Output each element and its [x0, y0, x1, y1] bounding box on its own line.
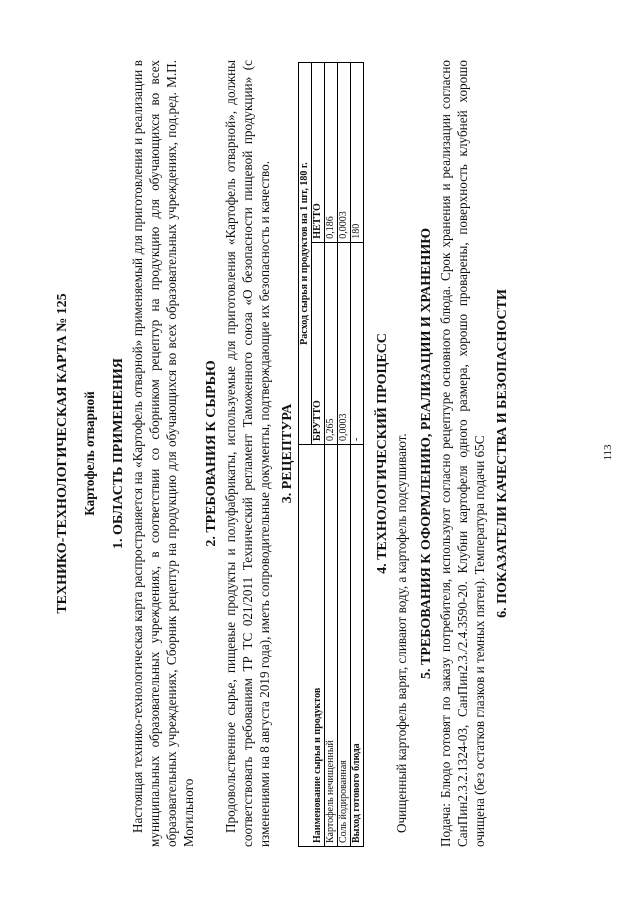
section-1-heading: 1. ОБЛАСТЬ ПРИМЕНЕНИЯ — [111, 358, 126, 549]
row-name: Соль йодированная — [338, 445, 351, 847]
table-row — [325, 63, 338, 847]
output-netto: 180 — [351, 63, 364, 243]
output-brutto: - — [351, 242, 364, 444]
dish-name: Картофель отварной — [82, 391, 97, 516]
section-5-heading: 5. ТРЕБОВАНИЯ К ОФОРМЛЕНИЮ, РЕАЛИЗАЦИИ И ХРАНЕНИЮ — [419, 228, 434, 679]
row-brutto: 0,265 — [325, 242, 338, 444]
row-name: Картофель нечищенный — [325, 445, 338, 847]
recipe-table — [298, 62, 364, 847]
section-4-heading: 4. ТЕХНОЛОГИЧЕСКИЙ ПРОЦЕСС — [375, 333, 390, 574]
section-3-heading: 3. РЕЦЕПТУРА — [280, 403, 295, 504]
document-title: ТЕХНИКО-ТЕХНОЛОГИЧЕСКАЯ КАРТА № 125 — [55, 293, 70, 614]
section-4-text: Очищенный картофель варят, сливают воду, а картофель подсушивают. — [394, 433, 409, 833]
row-brutto: 0,0003 — [338, 242, 351, 444]
section-2-heading: 2. ТРЕБОВАНИЯ К СЫРЬЮ — [204, 360, 219, 547]
table-output-row — [351, 63, 364, 847]
row-netto: 0,186 — [325, 63, 338, 243]
col-netto-header: НЕТТО — [312, 63, 325, 243]
section-5-text: Подача: Блюдо готовят по заказу потребителя, используют согласно рецептуре основного блюда. Срок хранения и реализации согласно СанПин2.3.2.1324-03, СанПин2.3./2.4.3590-20. Клубни картофеля одного размера, хорошо проварены, поверхность клубней хорошо очищена (без остатков глазков и темных пятен). Температура подачи 65С — [438, 60, 487, 847]
col-name-header: Наименование сырья и продуктов — [299, 445, 325, 847]
table-row — [338, 63, 351, 847]
section-2-text: Продовольственное сырье, пищевые продукты и полуфабрикаты, используемые для приготовления «Картофель отварной», должны соответствовать требованиям ТР ТС 021/2011 Технический регламент Таможенного союза «О безопасности пищевой продукции» (с изменениями на 8 августа 2019 года), иметь сопроводительные документы, подтверждающие их безопасность и качество. — [223, 60, 272, 847]
table-header-row — [299, 63, 312, 847]
output-name: Выход готового блюда — [351, 445, 364, 847]
section-1-text: Настоящая технико-технологическая карта распространяется на «Картофель отварной» применяемый для приготовления и реализации в муниципальных образовательных учреждениях, в соответствии со сборником рецептур на продукцию для обучающихся во всех образовательных учреждениях, Сборник рецептур на продукцию для обучающихся во всех образовательных учреждениях, под.ред. М.П. Могильного — [130, 60, 196, 847]
page-number: 113 — [602, 444, 614, 461]
col-brutto-header: БРУТТО — [312, 242, 325, 444]
col-group-header: Расход сырья и продуктов на 1 шт, 180 г. — [299, 63, 312, 445]
section-6-heading: 6. ПОКАЗАТЕЛИ КАЧЕСТВА И БЕЗОПАСНОСТИ — [495, 289, 510, 618]
row-netto: 0,0003 — [338, 63, 351, 243]
